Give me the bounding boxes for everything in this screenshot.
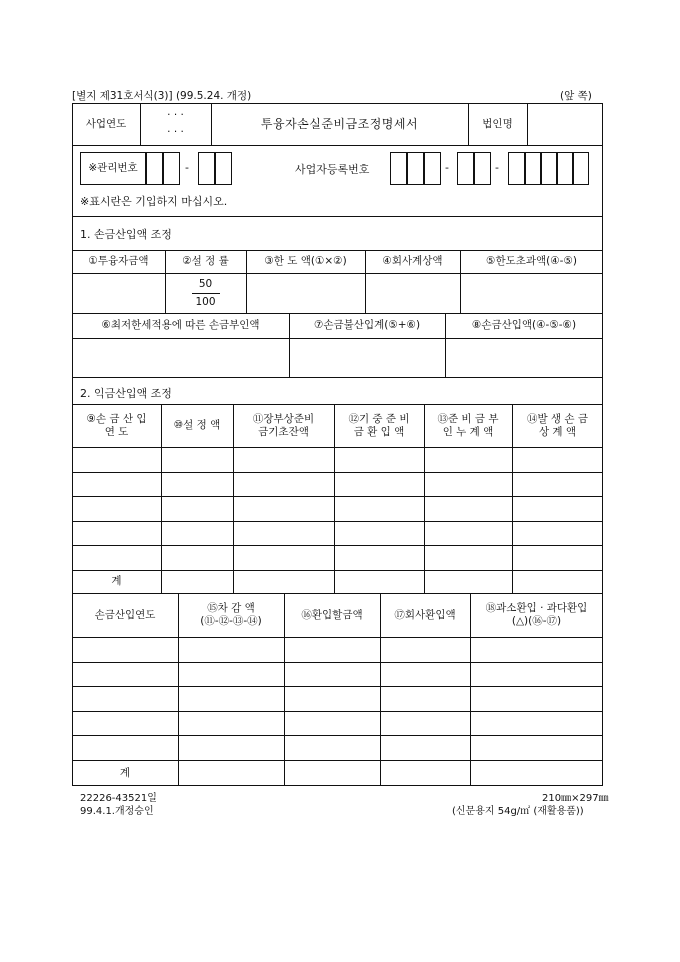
section2-title: 2. 익금산입액 조정 bbox=[80, 387, 172, 400]
table-row[interactable] bbox=[72, 662, 603, 686]
rate-fraction-bar bbox=[192, 293, 220, 294]
header-b-company-reversal: ⑰회사환입액 bbox=[394, 608, 456, 621]
header-b-deduction-year: 손금산입연도 bbox=[94, 608, 156, 621]
biz-reg-digit[interactable] bbox=[474, 152, 491, 185]
corp-name-label: 법인명 bbox=[482, 117, 513, 130]
header-cumulative-line1: ⑬준 비 금 부 bbox=[437, 412, 499, 425]
header-b-over-under-line2: (△)(⑯-⑰) bbox=[511, 615, 562, 627]
biz-reg-digit[interactable] bbox=[424, 152, 441, 185]
page-side-label: (앞 쪽) bbox=[560, 90, 592, 102]
header-book-opening-line2: 금기초잔액 bbox=[258, 425, 309, 438]
header-period-reversal-line1: ⑫기 중 준 비 bbox=[348, 412, 410, 425]
mgmt-no-digit[interactable] bbox=[163, 152, 180, 185]
header-period-reversal-line2: 금 환 입 액 bbox=[353, 425, 405, 438]
table-row[interactable] bbox=[72, 521, 603, 545]
header-deductible-amount: ⑧손금산입액(④-⑤-⑥) bbox=[471, 319, 577, 331]
corp-name-field[interactable] bbox=[527, 103, 603, 145]
mgmt-no-digit[interactable] bbox=[198, 152, 215, 185]
header-investment-amount: ①투융자금액 bbox=[88, 255, 149, 267]
biz-reg-digit[interactable] bbox=[573, 152, 589, 185]
header-deduction-year bbox=[72, 404, 161, 447]
table-row[interactable] bbox=[72, 637, 603, 662]
rate-denominator: 100 bbox=[195, 295, 216, 308]
header-cumulative-disallowed bbox=[424, 404, 512, 447]
total-label-b: 계 bbox=[119, 766, 131, 779]
mgmt-no-digit[interactable] bbox=[146, 152, 163, 185]
header-period-reversal bbox=[334, 404, 424, 447]
header-b-over-under-line1: ⑱과소환입 · 과다환입 bbox=[485, 602, 588, 614]
header-b-net-amount-line1: ⑮차 감 액 bbox=[207, 602, 255, 614]
header-limit-excess: ⑤한도초과액(④-⑤) bbox=[486, 255, 577, 267]
header-b-net-amount bbox=[178, 593, 284, 637]
header-loss-offset bbox=[512, 404, 603, 447]
biz-reg-digit[interactable] bbox=[525, 152, 541, 185]
header-non-deductible-total: ⑦손금불산입계(⑤+⑥) bbox=[313, 319, 421, 331]
table-row[interactable] bbox=[72, 496, 603, 521]
mgmt-no-digit[interactable] bbox=[215, 152, 232, 185]
table-row[interactable] bbox=[72, 735, 603, 760]
business-year-from[interactable]: · · · bbox=[167, 108, 184, 121]
header-setting-rate: ②설 정 률 bbox=[182, 255, 229, 267]
limit-excess-field[interactable] bbox=[460, 273, 603, 313]
header-b-net-amount-line2: (⑪-⑫-⑬-⑭) bbox=[200, 615, 262, 627]
header-setting-amount bbox=[161, 404, 233, 447]
header-limit-amount: ③한 도 액(①×②) bbox=[264, 255, 347, 267]
table-row[interactable] bbox=[72, 686, 603, 711]
header-loss-offset-line2: 상 계 액 bbox=[538, 425, 577, 438]
header-company-amount: ④회사계상액 bbox=[382, 255, 443, 267]
biz-reg-digit[interactable] bbox=[407, 152, 424, 185]
header-loss-offset-line1: ⑭발 생 손 금 bbox=[526, 412, 589, 425]
header-deduction-year-line2: 연 도 bbox=[104, 425, 129, 438]
office-use-note: ※표시란은 기입하지 마십시오. bbox=[80, 195, 228, 208]
header-b-reversal-due: ⑯환입할금액 bbox=[301, 608, 363, 621]
table-row[interactable] bbox=[72, 711, 603, 735]
paper-size: 210㎜×297㎜ bbox=[542, 793, 609, 804]
header-book-opening-balance bbox=[233, 404, 334, 447]
total-label-a: 계 bbox=[111, 575, 122, 587]
biz-reg-digit[interactable] bbox=[457, 152, 474, 185]
business-year-to[interactable]: · · · bbox=[167, 125, 184, 138]
business-year-label: 사업연도 bbox=[85, 117, 127, 130]
form-title: 투융자손실준비금조정명세서 bbox=[260, 116, 419, 131]
paper-spec: (신문용지 54g/㎡ (재활용품)) bbox=[452, 806, 584, 817]
header-setting-amount-line1: ⑩설 정 액 bbox=[173, 419, 221, 431]
form-reference: [별지 제31호서식(3)] (99.5.24. 개정) bbox=[72, 90, 252, 102]
biz-reg-digit[interactable] bbox=[557, 152, 573, 185]
rate-numerator: 50 bbox=[198, 277, 213, 290]
mgmt-no-dash: - bbox=[185, 161, 189, 174]
investment-amount-field[interactable] bbox=[72, 273, 165, 313]
section1-title: 1. 손금산입액 조정 bbox=[80, 228, 172, 241]
header-min-tax-disallowed: ⑥최저한세적용에 따른 손금부인액 bbox=[101, 319, 260, 331]
approval-date: 99.4.1.개정승인 bbox=[80, 806, 154, 817]
form-code: 22226-43521일 bbox=[80, 793, 157, 804]
table-row[interactable] bbox=[72, 447, 603, 472]
biz-reg-digit[interactable] bbox=[390, 152, 407, 185]
table-row[interactable] bbox=[72, 545, 603, 570]
biz-reg-dash: - bbox=[445, 161, 449, 174]
biz-reg-dash: - bbox=[495, 161, 499, 174]
header-cumulative-line2: 인 누 계 액 bbox=[442, 425, 494, 438]
header-book-opening-line1: ⑪장부상준비 bbox=[252, 412, 315, 425]
biz-reg-digit[interactable] bbox=[541, 152, 557, 185]
company-amount-field[interactable] bbox=[365, 273, 460, 313]
deductible-amount-field[interactable] bbox=[445, 338, 603, 377]
limit-amount-field[interactable] bbox=[246, 273, 365, 313]
table-row[interactable] bbox=[72, 472, 603, 496]
min-tax-disallowed-field[interactable] bbox=[72, 338, 289, 377]
header-deduction-year-line1: ⑨손 금 산 입 bbox=[86, 412, 147, 425]
non-deductible-total-field[interactable] bbox=[289, 338, 445, 377]
header-b-over-under bbox=[470, 593, 603, 637]
biz-reg-digit[interactable] bbox=[508, 152, 525, 185]
biz-reg-no-label: 사업자등록번호 bbox=[295, 163, 370, 176]
mgmt-no-label: ※관리번호 bbox=[88, 162, 138, 174]
